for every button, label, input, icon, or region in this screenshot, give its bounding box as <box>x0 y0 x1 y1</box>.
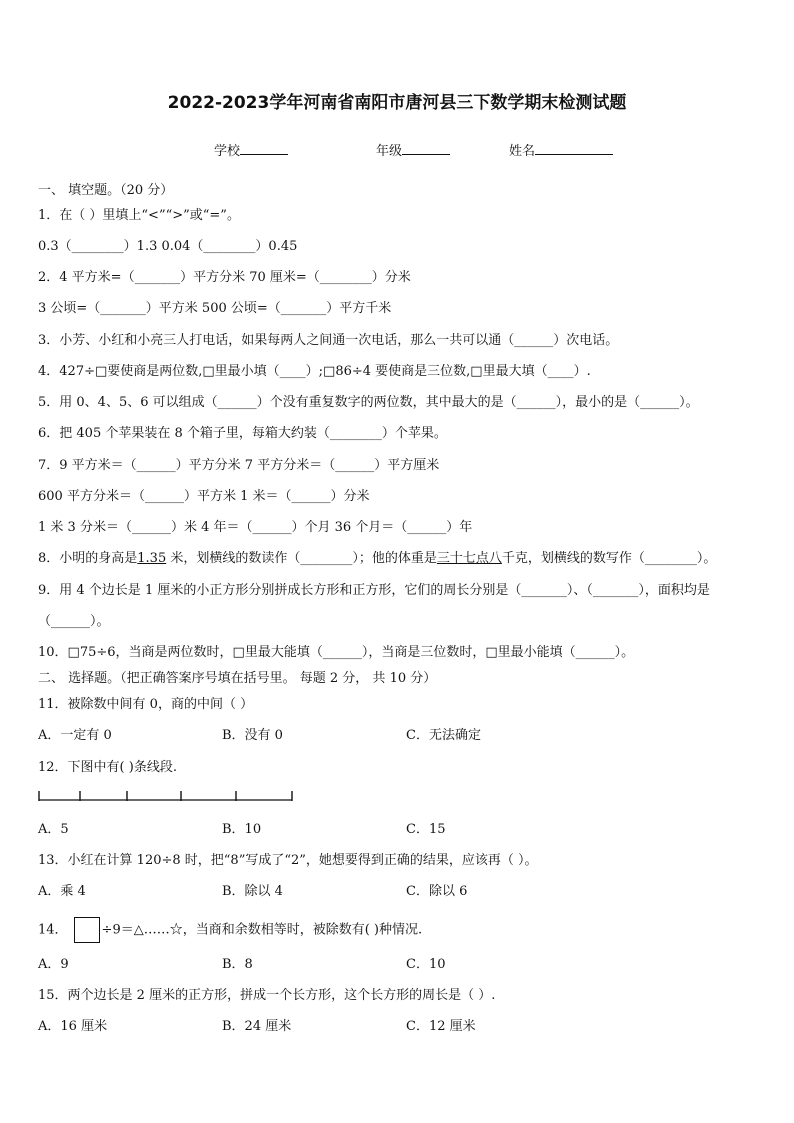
section-1-header: 一、 填空题。（20 分） <box>38 183 174 198</box>
question-13: 13．小红在计算 120÷8 时，把“8”写成了“2”，她想要得到正确的结果，应该再（ ）。 <box>38 853 538 868</box>
name-label: 姓名 <box>509 144 536 159</box>
question-7-line-1: 7．9 平方米＝（______）平方分米 7 平方分米＝（______）平方厘米 <box>38 458 440 473</box>
q11-option-b: B．没有 0 <box>222 728 283 743</box>
question-5: 5．用 0、4、5、6 可以组成（______）个没有重复数字的两位数，其中最大的是（______），最小的是（______）。 <box>38 395 699 410</box>
q14-option-b: B．8 <box>222 957 253 972</box>
q14-option-c: C．10 <box>406 957 446 972</box>
q13-option-b: B．除以 4 <box>222 884 283 899</box>
question-2-line-2: 3 公顷=（_______）平方米 500 公顷=（_______）平方千米 <box>38 301 392 316</box>
question-8-text-c: 千克，划横线的数写作（________）。 <box>501 551 717 566</box>
question-8-text-b: 米，划横线的数读作（________）；他的体重是 <box>166 551 437 566</box>
question-10: 10．□75÷6，当商是两位数时，□里最大能填（______），当商是三位数时，□里最小能填（______）。 <box>38 645 635 660</box>
question-14-text: ÷9＝△……☆，当商和余数相等时，被除数有( )种情况. <box>101 922 423 938</box>
question-8 <box>38 551 716 567</box>
q11-option-c: C．无法确定 <box>406 728 481 743</box>
question-9-line-1: 9．用 4 个边长是 1 厘米的小正方形分别拼成长方形和正方形，它们的周长分别是（_______）、（_______），面积均是 <box>38 583 710 598</box>
q13-option-c: C．除以 6 <box>406 884 468 899</box>
school-label: 学校 <box>214 144 241 159</box>
q12-option-a: A．5 <box>38 822 69 837</box>
q12-option-b: B．10 <box>222 822 262 837</box>
school-field <box>214 140 288 159</box>
page-title: 2022-2023学年河南省南阳市唐河县三下数学期末检测试题 <box>167 93 627 113</box>
question-4: 4．427÷□要使商是两位数,□里最小填（____）;□86÷4 要使商是三位数,□里最大填（____）. <box>38 364 591 379</box>
q15-option-c: C．12 厘米 <box>406 1019 476 1034</box>
school-blank <box>240 141 288 155</box>
line-segment-figure <box>38 788 298 804</box>
underlined-words: 三十七点八 <box>436 551 502 566</box>
blank-square <box>74 917 100 943</box>
question-2-line-1: 2．4 平方米=（_______）平方分米 70 厘米=（________）分米 <box>38 270 411 285</box>
question-7-line-3: 1 米 3 分米＝（______）米 4 年＝（______）个月 36 个月＝（______）年 <box>38 520 473 535</box>
grade-label: 年级 <box>376 144 403 159</box>
q15-option-b: B．24 厘米 <box>222 1019 292 1034</box>
q13-option-a: A．乘 4 <box>38 884 86 899</box>
question-6: 6．把 405 个苹果装在 8 个箱子里，每箱大约装（________）个苹果。 <box>38 426 447 441</box>
underlined-number: 1.35 <box>137 551 167 566</box>
question-11: 11．被除数中间有 0，商的中间（ ） <box>38 697 254 712</box>
question-8-text-a: 8．小明的身高是 <box>38 551 138 566</box>
name-field <box>509 140 613 159</box>
question-9-line-2: （______）。 <box>38 614 110 629</box>
name-blank <box>535 141 613 155</box>
question-12: 12．下图中有( )条线段. <box>38 760 177 775</box>
q11-option-a: A．一定有 0 <box>38 728 112 743</box>
question-3: 3．小芳、小红和小亮三人打电话，如果每两人之间通一次电话，那么一共可以通（______）次电话。 <box>38 333 619 348</box>
q14-option-a: A．9 <box>38 957 69 972</box>
section-2-header: 二、 选择题。（把正确答案序号填在括号里。 每题 2 分， 共 10 分） <box>38 671 437 686</box>
question-1: 1．在（ ）里填上“<”“>”或“=”。 <box>38 208 240 223</box>
q15-option-a: A．16 厘米 <box>38 1019 108 1034</box>
q12-option-c: C．15 <box>406 822 446 837</box>
question-14-number: 14． <box>38 922 68 938</box>
question-15: 15．两个边长是 2 厘米的正方形，拼成一个长方形，这个长方形的周长是（ ）. <box>38 988 496 1003</box>
grade-blank <box>402 141 450 155</box>
question-14 <box>38 917 422 944</box>
question-7-line-2: 600 平方分米＝（______）平方米 1 米＝（______）分米 <box>38 489 370 504</box>
question-1-items: 0.3（________）1.3 0.04（________）0.45 <box>38 239 298 254</box>
grade-field <box>376 140 450 159</box>
